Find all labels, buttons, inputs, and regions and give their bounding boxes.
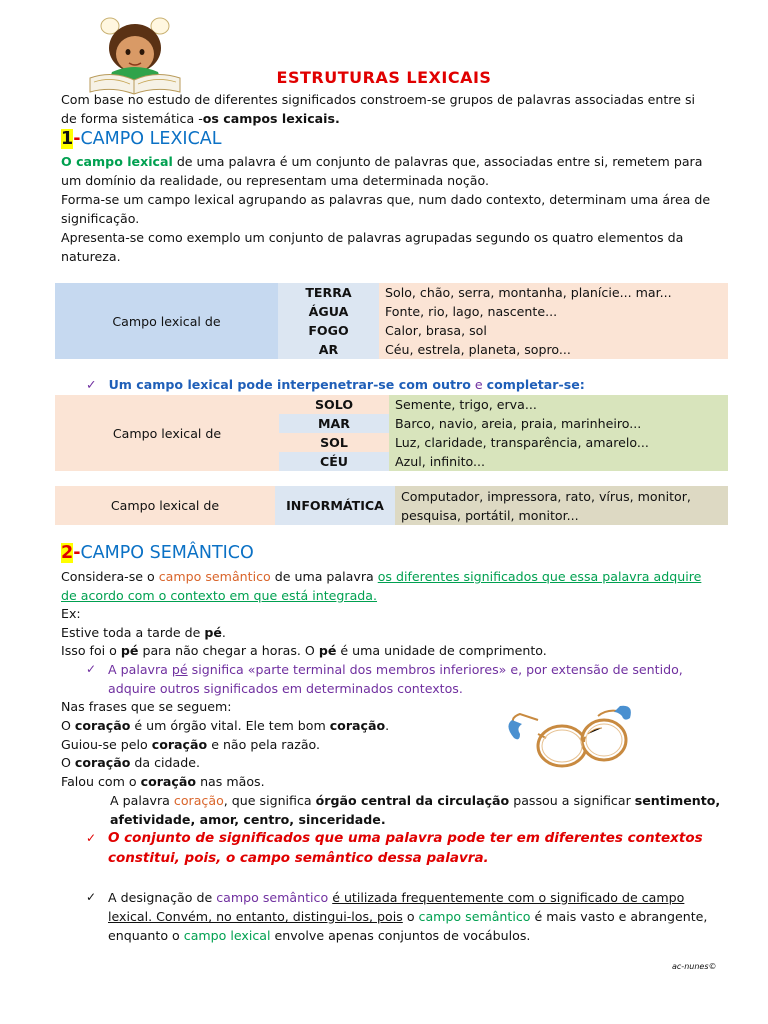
- check-icon: ✓: [86, 890, 97, 904]
- s2-definition-line1: Considera-se o campo semântico de uma palavra os diferentes significados que essa palavra adquire: [61, 569, 702, 584]
- table1-key: FOGO: [308, 323, 349, 338]
- s1-paragraph3-line2: natureza.: [61, 249, 121, 264]
- s2-definition-line2: de acordo com o contexto em que está integrada.: [61, 588, 378, 603]
- table1-label: Campo lexical de: [55, 283, 278, 359]
- note-interpenetrar: ✓ Um campo lexical pode interpenetrar-se com outro e completar-se:: [86, 377, 585, 392]
- s2-coracao-4: Falou com o coração nas mãos.: [61, 774, 265, 789]
- table1-value: Céu, estrela, planeta, sopro...: [385, 342, 571, 357]
- table3-values: [395, 486, 728, 525]
- check-icon: ✓: [86, 831, 97, 845]
- table2-value: Luz, claridade, transparência, amarelo...: [395, 435, 649, 450]
- s2-conclusion-line1: O conjunto de significados que uma palavra pode ter em diferentes contextos: [108, 830, 703, 846]
- table2-key: SOLO: [279, 395, 389, 414]
- table2-label: Campo lexical de: [55, 395, 279, 471]
- s2-conclusion-line2: constitui, pois, o campo semântico dessa palavra.: [108, 850, 489, 866]
- table3-value: pesquisa, portátil, monitor...: [401, 507, 579, 523]
- s1-paragraph1-line1: O campo lexical de uma palavra é um conjunto de palavras que, associadas entre si, remetem para: [61, 154, 703, 169]
- table1-keys: [278, 283, 379, 359]
- intro-line1: Com base no estudo de diferentes significados constroem-se grupos de palavras associadas entre si: [61, 92, 696, 107]
- author-signature: ac-nunes©: [672, 962, 717, 971]
- table3-value: Computador, impressora, rato, vírus, monitor,: [401, 488, 691, 504]
- copyright-icon: ©: [708, 962, 717, 971]
- table3-key: INFORMÁTICA: [275, 486, 395, 525]
- table2-value: Barco, navio, areia, praia, marinheiro...: [395, 416, 642, 431]
- table2-key: CÉU: [279, 452, 389, 471]
- s2-palavra-coracao-line2: afetividade, amor, centro, sinceridade.: [110, 812, 386, 827]
- table-elements-nature: [55, 283, 728, 359]
- table2-keys: [279, 395, 389, 471]
- table2-key: SOL: [279, 433, 389, 452]
- table2-key: MAR: [279, 414, 389, 433]
- table3-label: Campo lexical de: [55, 486, 275, 525]
- s2-palavra-coracao-line1: A palavra coração, que significa órgão central da circulação passou a significar sentimento,: [110, 793, 721, 808]
- eyeglasses-illustration: [498, 698, 642, 772]
- table1-key: TERRA: [305, 285, 352, 300]
- s2-coracao-1: O coração é um órgão vital. Ele tem bom coração.: [61, 718, 390, 733]
- check-icon: ✓: [86, 662, 97, 676]
- s2-example1: Estive toda a tarde de pé.: [61, 625, 226, 640]
- s2-coracao-2: Guiou-se pelo coração e não pela razão.: [61, 737, 321, 752]
- s2-designation-line1: A designação de campo semântico é utilizada frequentemente com o significado de campo: [108, 890, 685, 905]
- s1-paragraph3-line1: Apresenta-se como exemplo um conjunto de palavras agrupadas segundo os quatro elementos da: [61, 230, 684, 245]
- s2-note-pe-line1: A palavra pé significa «parte terminal dos membros inferiores» e, por extensão de sentido,: [108, 662, 683, 677]
- page-title: ESTRUTURAS LEXICAIS: [276, 68, 492, 87]
- s2-nas-frases: Nas frases que se seguem:: [61, 699, 232, 714]
- table2-values: [389, 395, 728, 471]
- intro-line2: de forma sistemática -os campos lexicais.: [61, 111, 340, 126]
- table2-value: Azul, infinito...: [395, 454, 486, 469]
- table1-value: Fonte, rio, lago, nascente...: [385, 304, 558, 319]
- s2-ex: Ex:: [61, 606, 81, 621]
- table1-value: Solo, chão, serra, montanha, planície... mar...: [385, 285, 672, 300]
- table1-value: Calor, brasa, sol: [385, 323, 487, 338]
- s2-coracao-3: O coração da cidade.: [61, 755, 200, 770]
- table1-key: AR: [318, 342, 339, 357]
- s2-designation-line3: enquanto o campo lexical envolve apenas conjuntos de vocábulos.: [108, 928, 531, 943]
- section-heading-campo-lexical: 1-CAMPO LEXICAL: [61, 129, 222, 149]
- table1-key: ÁGUA: [308, 304, 349, 319]
- s2-designation-line2: lexical. Convém, no entanto, distingui-los, pois o campo semântico é mais vasto e abrangente,: [108, 909, 708, 924]
- table-informatica: [55, 486, 728, 525]
- s1-paragraph2-line2: significação.: [61, 211, 140, 226]
- table1-values: [379, 283, 728, 359]
- section-heading-campo-semantico: 2-CAMPO SEMÂNTICO: [61, 543, 254, 563]
- check-icon: ✓: [86, 377, 97, 392]
- table2-value: Semente, trigo, erva...: [395, 397, 537, 412]
- table-interpenetration: [55, 395, 728, 471]
- s1-paragraph1-line2: um domínio da realidade, ou representam uma determinada noção.: [61, 173, 489, 188]
- s2-note-pe-line2: adquire outros significados em determinados contextos.: [108, 681, 463, 696]
- s1-paragraph2-line1: Forma-se um campo lexical agrupando as palavras que, num dado contexto, determinam uma área de: [61, 192, 711, 207]
- s2-example2: Isso foi o pé para não chegar a horas. O pé é uma unidade de comprimento.: [61, 643, 547, 658]
